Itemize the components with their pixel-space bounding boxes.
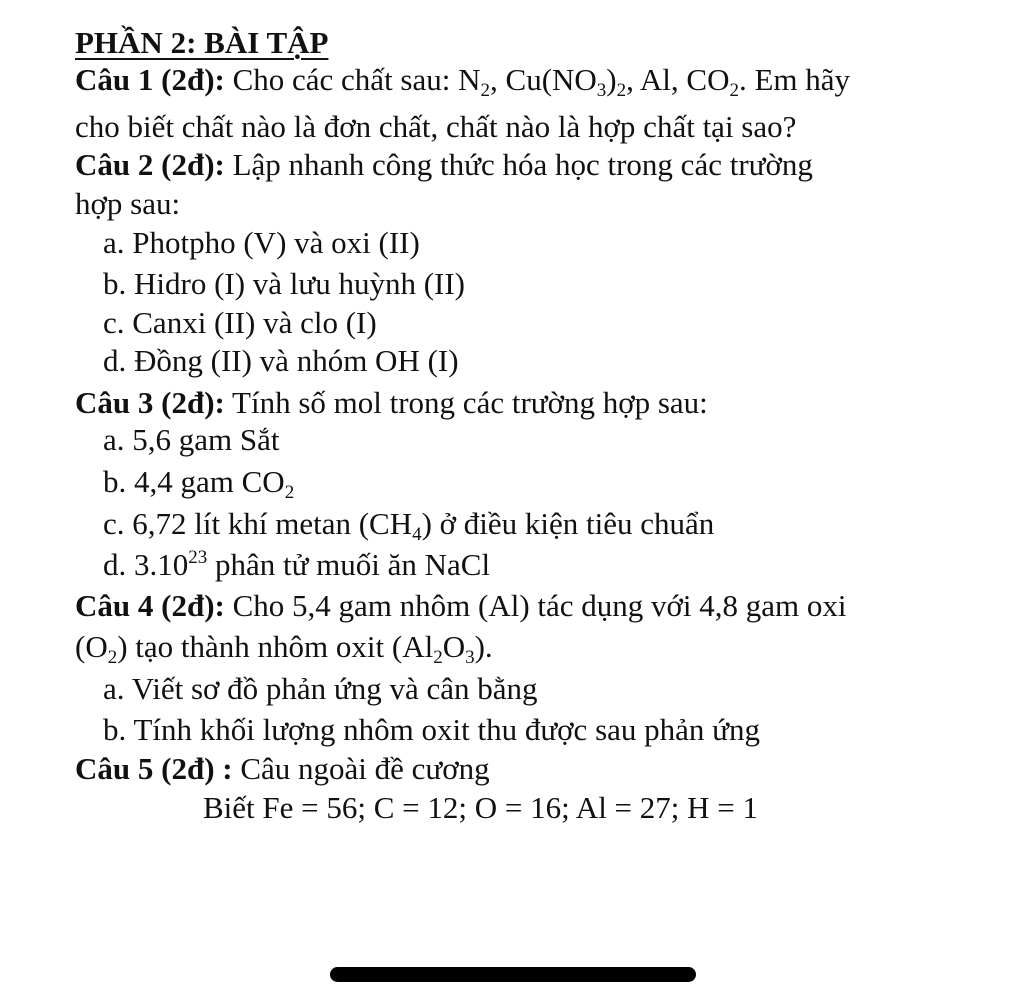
question-4-item-b: b. Tính khối lượng nhôm oxit thu được sau phản ứng [103, 712, 760, 747]
section-title: PHẦN 2: BÀI TẬP [75, 25, 329, 60]
question-4: Câu 4 (2đ): Cho 5,4 gam nhôm (Al) tác dụng với 4,8 gam oxi [75, 588, 847, 623]
question-2-item-c: c. Canxi (II) và clo (I) [103, 305, 377, 340]
question-3-item-d: d. 3.10$^{23}$ phân tử muối ăn NaCl [103, 547, 491, 582]
question-1-line-2: cho biết chất nào là đơn chất, chất nào là hợp chất tại sao? [75, 109, 797, 144]
home-indicator[interactable] [330, 967, 696, 982]
question-4-item-a: a. Viết sơ đồ phản ứng và cân bằng [103, 671, 538, 706]
question-2-item-a: a. Photpho (V) và oxi (II) [103, 225, 420, 260]
question-2-item-d: d. Đồng (II) và nhóm OH (I) [103, 343, 459, 378]
question-3-label: Câu 3 (2đ): [75, 385, 225, 420]
question-2-item-b: b. Hidro (I) và lưu huỳnh (II) [103, 266, 466, 301]
question-1: Câu 1 (2đ): Cho các chất sau: $N_2$, $Cu(NO_3)_2$, Al, $CO_2$. Em hãy [75, 62, 851, 101]
question-2: Câu 2 (2đ): Lập nhanh công thức hóa học trong các trường [75, 147, 813, 182]
question-2-line-2: hợp sau: [75, 186, 181, 221]
question-2-label: Câu 2 (2đ): [75, 147, 225, 182]
given-atomic-masses: Biết Fe = 56; C = 12; O = 16; Al = 27; H = 1 [203, 790, 759, 825]
question-3-item-c: c. 6,72 lít khí metan $(CH_4)$ ở điều kiện tiêu chuẩn [103, 506, 715, 545]
question-4-line-2: $(O_2)$ tạo thành nhôm oxit $(Al_2O_3)$. [75, 629, 493, 668]
question-5-label: Câu 5 (2đ) : [75, 751, 233, 786]
question-3-item-a: a. 5,6 gam Sắt [103, 422, 280, 457]
question-5: Câu 5 (2đ) : Câu ngoài đề cương [75, 751, 490, 786]
question-1-label: Câu 1 (2đ): [75, 62, 225, 97]
question-4-label: Câu 4 (2đ): [75, 588, 225, 623]
question-3: Câu 3 (2đ): Tính số mol trong các trường hợp sau: [75, 385, 708, 420]
question-3-item-b: b. 4,4 gam $CO_2$ [103, 464, 295, 503]
